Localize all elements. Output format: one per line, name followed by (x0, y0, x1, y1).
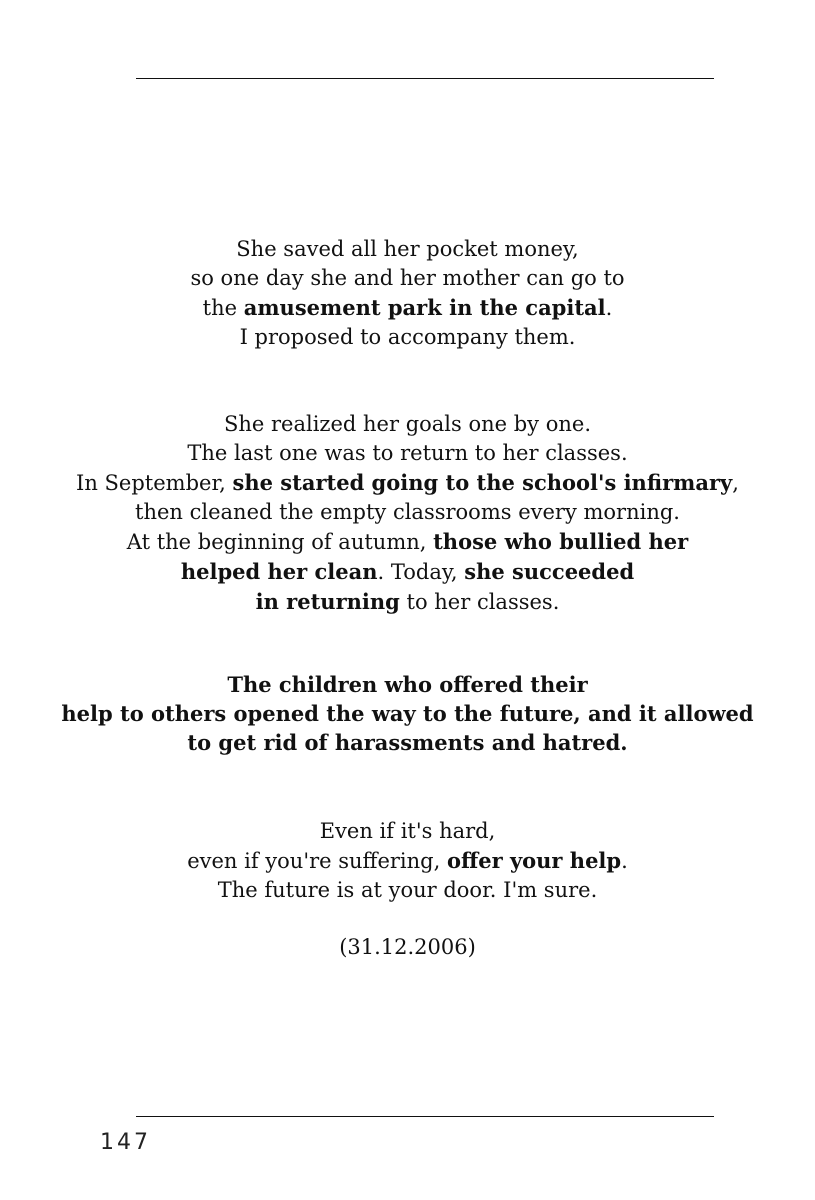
bold-text: in returning (255, 589, 400, 614)
bold-text: she started going to the school's infirmary (232, 470, 733, 495)
bold-text: offer your help (446, 848, 622, 873)
text-line: I proposed to accompany them. (239, 325, 576, 349)
paragraph-pocket-money (0, 235, 815, 352)
bottom-divider (136, 1116, 714, 1117)
text-line (0, 527, 815, 557)
text-segment: the (202, 296, 244, 320)
text-segment: even if you're suffering, (187, 849, 447, 873)
text-line (0, 846, 815, 876)
text-line: so one day she and her mother can go to (190, 266, 625, 290)
text-line: The children who offered their (227, 672, 588, 697)
bold-text: she succeeded (464, 559, 635, 584)
paragraph-children-help (0, 670, 815, 757)
text-line (0, 557, 815, 587)
text-line (0, 293, 815, 323)
text-line: to get rid of harassments and hatred. (187, 730, 628, 755)
text-line: The future is at your door. I'm sure. (217, 878, 598, 902)
text-segment: . (605, 296, 613, 320)
bold-text: helped her clean (180, 559, 378, 584)
text-line: help to others opened the way to the future, and it allowed (61, 701, 754, 726)
text-line (0, 468, 815, 498)
text-segment: At the beginning of autumn, (126, 530, 434, 554)
text-segment: to her classes. (399, 590, 560, 614)
text-line: then cleaned the empty classrooms every morning. (135, 500, 680, 524)
text-line: Even if it's hard, (319, 819, 496, 843)
text-line (0, 587, 815, 617)
text-line: She realized her goals one by one. (223, 412, 591, 436)
top-divider (136, 78, 714, 79)
paragraph-goals (0, 410, 815, 617)
paragraph-offer-help (0, 817, 815, 905)
text-line: The last one was to return to her classes. (187, 441, 628, 465)
date-text: (31.12.2006) (339, 935, 476, 959)
text-segment: . (621, 849, 628, 873)
bold-text: those who bullied her (433, 529, 689, 554)
date-line (0, 933, 815, 962)
text-segment: . Today, (377, 560, 465, 584)
text-line: She saved all her pocket money, (236, 237, 579, 261)
bold-text: amusement park in the capital (243, 295, 606, 320)
page-number: 147 (100, 1130, 151, 1155)
text-segment: , (732, 471, 739, 495)
text-segment: In September, (76, 471, 233, 495)
